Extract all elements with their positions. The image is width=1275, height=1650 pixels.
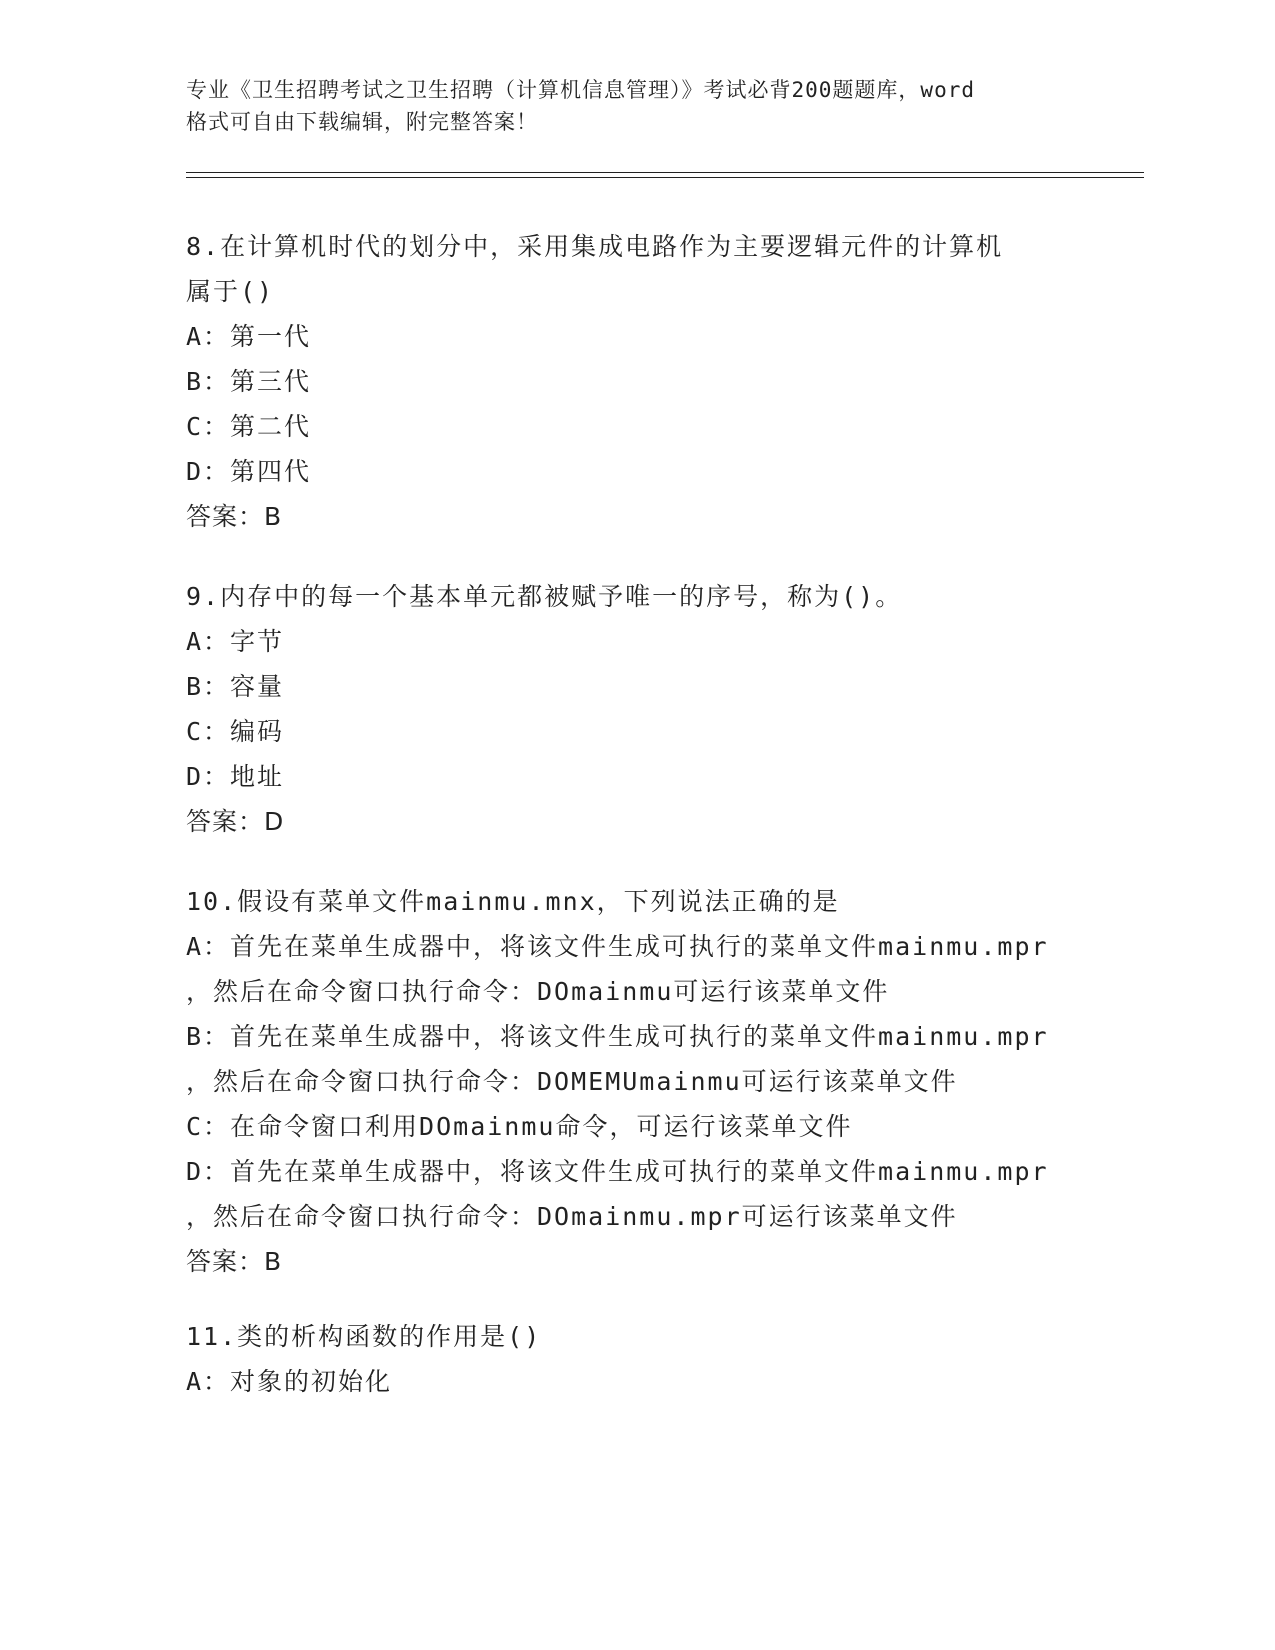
question-9 xyxy=(186,574,1086,844)
header-line-1: 专业《卫生招聘考试之卫生招聘（计算机信息管理）》考试必背200题题库，word xyxy=(186,78,975,102)
option-c: C：在命令窗口利用DOmainmu命令，可运行该菜单文件 xyxy=(186,1112,853,1141)
question-10 xyxy=(186,879,1086,1284)
option-b: B：首先在菜单生成器中，将该文件生成可执行的菜单文件mainmu.mpr xyxy=(186,1022,1049,1051)
question-11 xyxy=(186,1314,1086,1404)
option-a: A：字节 xyxy=(186,627,285,656)
option-b-continued: ，然后在命令窗口执行命令：DOMEMUmainmu可运行该菜单文件 xyxy=(186,1067,958,1096)
question-stem-line: 11.类的析构函数的作用是() xyxy=(186,1322,542,1351)
header-line-2: 格式可自由下载编辑，附完整答案！ xyxy=(186,110,538,134)
option-a: A：首先在菜单生成器中，将该文件生成可执行的菜单文件mainmu.mpr xyxy=(186,932,1049,961)
question-8 xyxy=(186,224,1086,539)
answer: 答案：B xyxy=(186,1247,283,1276)
option-d: D：第四代 xyxy=(186,457,312,486)
question-stem-line: 8.在计算机时代的划分中，采用集成电路作为主要逻辑元件的计算机 xyxy=(186,232,1004,261)
answer: 答案：B xyxy=(186,502,283,531)
option-a-continued: ，然后在命令窗口执行命令：DOmainmu可运行该菜单文件 xyxy=(186,977,890,1006)
header-divider-bottom xyxy=(186,177,1144,178)
answer: 答案：D xyxy=(186,807,285,836)
question-stem-line: 属于() xyxy=(186,277,275,306)
option-d: D：首先在菜单生成器中，将该文件生成可执行的菜单文件mainmu.mpr xyxy=(186,1157,1049,1186)
question-stem-line: 9.内存中的每一个基本单元都被赋予唯一的序号，称为()。 xyxy=(186,582,903,611)
option-a: A：第一代 xyxy=(186,322,312,351)
option-b: B：容量 xyxy=(186,672,285,701)
option-c: C：第二代 xyxy=(186,412,312,441)
option-a: A：对象的初始化 xyxy=(186,1367,393,1396)
question-stem-line: 10.假设有菜单文件mainmu.mnx，下列说法正确的是 xyxy=(186,887,840,916)
option-c: C：编码 xyxy=(186,717,285,746)
option-d-continued: ，然后在命令窗口执行命令：DOmainmu.mpr可运行该菜单文件 xyxy=(186,1202,958,1231)
option-b: B：第三代 xyxy=(186,367,312,396)
header-divider-top xyxy=(186,172,1144,173)
option-d: D：地址 xyxy=(186,762,285,791)
document-header xyxy=(186,74,1086,138)
